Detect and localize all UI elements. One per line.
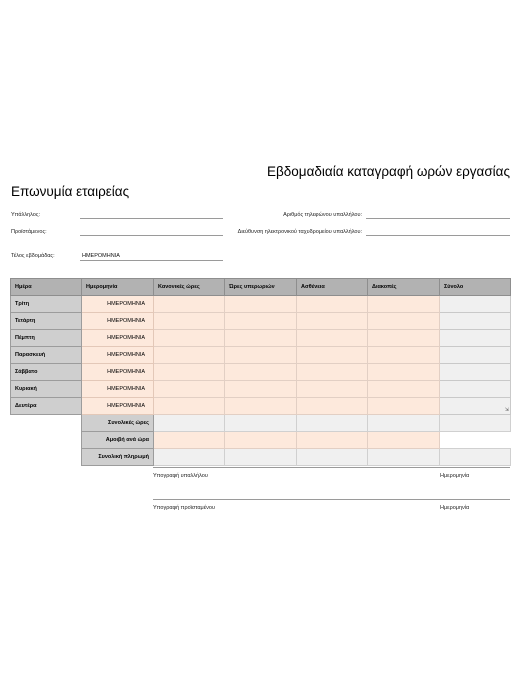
overtime-cell[interactable] — [225, 398, 297, 415]
regular-hours-cell[interactable] — [154, 398, 225, 415]
supervisor-input-line[interactable] — [80, 235, 223, 236]
summary-cell — [368, 415, 440, 432]
regular-hours-cell[interactable] — [154, 347, 225, 364]
summary-label-total-hours: Συνολικές ώρες — [82, 415, 154, 432]
regular-hours-cell[interactable] — [154, 381, 225, 398]
summary-cell — [154, 415, 225, 432]
day-cell: Τετάρτη — [11, 313, 82, 330]
supervisor-signature-line[interactable] — [153, 499, 510, 500]
day-cell: Κυριακή — [11, 381, 82, 398]
vacation-cell[interactable] — [368, 364, 440, 381]
total-cell — [440, 296, 511, 313]
summary-label-hourly-rate: Αμοιβή ανά ώρα — [82, 432, 154, 449]
vacation-cell[interactable] — [368, 381, 440, 398]
summary-row — [11, 415, 511, 432]
sick-cell[interactable] — [297, 381, 368, 398]
email-label: Διεύθυνση ηλεκτρονικού ταχυδρομείου υπαλλήλου: — [237, 229, 362, 235]
vacation-cell[interactable] — [368, 398, 440, 415]
supervisor-signature-label: Υπογραφή προϊσταμένου — [153, 505, 215, 511]
overtime-cell[interactable] — [225, 296, 297, 313]
total-cell — [440, 381, 511, 398]
summary-cell — [225, 449, 297, 466]
total-cell — [440, 330, 511, 347]
day-cell: Τρίτη — [11, 296, 82, 313]
employee-input-line[interactable] — [80, 218, 223, 219]
summary-cell — [225, 415, 297, 432]
regular-hours-cell[interactable] — [154, 313, 225, 330]
overtime-cell[interactable] — [225, 313, 297, 330]
table-row — [11, 398, 511, 415]
summary-cell — [297, 449, 368, 466]
rate-cell[interactable] — [154, 432, 225, 449]
summary-cell — [368, 449, 440, 466]
header-total: Σύνολο — [440, 279, 511, 296]
summary-cell — [154, 449, 225, 466]
total-cell — [440, 313, 511, 330]
day-cell: Δευτέρα — [11, 398, 82, 415]
document-title: Εβδομαδιαία καταγραφή ωρών εργασίας — [267, 164, 510, 179]
timesheet-table — [10, 278, 511, 466]
employee-signature-line[interactable] — [153, 467, 510, 468]
date-cell[interactable]: ΗΜΕΡΟΜΗΝΙΑ — [82, 398, 154, 415]
phone-input-line[interactable] — [366, 218, 510, 219]
summary-cell — [440, 415, 511, 432]
header-day: Ημέρα — [11, 279, 82, 296]
sick-cell[interactable] — [297, 364, 368, 381]
supervisor-signature-date-label: Ημερομηνία — [440, 505, 470, 511]
company-name[interactable]: Επωνυμία εταιρείας — [11, 184, 130, 199]
sick-cell[interactable] — [297, 398, 368, 415]
overtime-cell[interactable] — [225, 381, 297, 398]
summary-row — [11, 449, 511, 466]
email-input-line[interactable] — [366, 235, 510, 236]
table-row — [11, 381, 511, 398]
week-end-value[interactable]: ΗΜΕΡΟΜΗΝΙΑ — [82, 253, 120, 259]
date-cell[interactable]: ΗΜΕΡΟΜΗΝΙΑ — [82, 347, 154, 364]
rate-cell[interactable] — [225, 432, 297, 449]
day-cell: Πέμπτη — [11, 330, 82, 347]
date-cell[interactable]: ΗΜΕΡΟΜΗΝΙΑ — [82, 296, 154, 313]
sick-cell[interactable] — [297, 330, 368, 347]
header-vacation: Διακοπές — [368, 279, 440, 296]
week-end-label: Τέλος εβδομάδας: — [11, 253, 55, 259]
summary-label-total-pay: Συνολική πληρωμή — [82, 449, 154, 466]
table-row — [11, 313, 511, 330]
vacation-cell[interactable] — [368, 296, 440, 313]
supervisor-label: Προϊστάμενος: — [11, 229, 47, 235]
regular-hours-cell[interactable] — [154, 296, 225, 313]
total-cell — [440, 398, 511, 415]
regular-hours-cell[interactable] — [154, 330, 225, 347]
date-cell[interactable]: ΗΜΕΡΟΜΗΝΙΑ — [82, 330, 154, 347]
overtime-cell[interactable] — [225, 347, 297, 364]
table-row — [11, 347, 511, 364]
table-row — [11, 330, 511, 347]
sick-cell[interactable] — [297, 347, 368, 364]
header-regular-hours: Κανονικές ώρες — [154, 279, 225, 296]
vacation-cell[interactable] — [368, 330, 440, 347]
day-cell: Παρασκευή — [11, 347, 82, 364]
date-cell[interactable]: ΗΜΕΡΟΜΗΝΙΑ — [82, 381, 154, 398]
table-row — [11, 296, 511, 313]
table-row — [11, 364, 511, 381]
day-cell: Σάββατο — [11, 364, 82, 381]
header-overtime: Ώρες υπερωριών — [225, 279, 297, 296]
date-cell[interactable]: ΗΜΕΡΟΜΗΝΙΑ — [82, 364, 154, 381]
employee-signature-label: Υπογραφή υπαλλήλου — [153, 473, 208, 479]
week-end-input-line — [80, 260, 223, 261]
vacation-cell[interactable] — [368, 313, 440, 330]
employee-label: Υπάλληλος: — [11, 212, 41, 218]
phone-label: Αριθμός τηλεφώνου υπαλλήλου: — [283, 212, 362, 218]
rate-cell[interactable] — [297, 432, 368, 449]
resize-handle-icon[interactable]: ⇲ — [504, 407, 509, 413]
summary-cell — [297, 415, 368, 432]
total-cell — [440, 364, 511, 381]
vacation-cell[interactable] — [368, 347, 440, 364]
employee-signature-date-label: Ημερομηνία — [440, 473, 470, 479]
sick-cell[interactable] — [297, 296, 368, 313]
regular-hours-cell[interactable] — [154, 364, 225, 381]
total-cell — [440, 347, 511, 364]
sick-cell[interactable] — [297, 313, 368, 330]
date-cell[interactable]: ΗΜΕΡΟΜΗΝΙΑ — [82, 313, 154, 330]
summary-row — [11, 432, 511, 449]
header-sick: Ασθένεια — [297, 279, 368, 296]
overtime-cell[interactable] — [225, 364, 297, 381]
rate-cell[interactable] — [368, 432, 440, 449]
header-date: Ημερομηνία — [82, 279, 154, 296]
summary-cell — [440, 449, 511, 466]
overtime-cell[interactable] — [225, 330, 297, 347]
table-header-row — [11, 279, 511, 296]
